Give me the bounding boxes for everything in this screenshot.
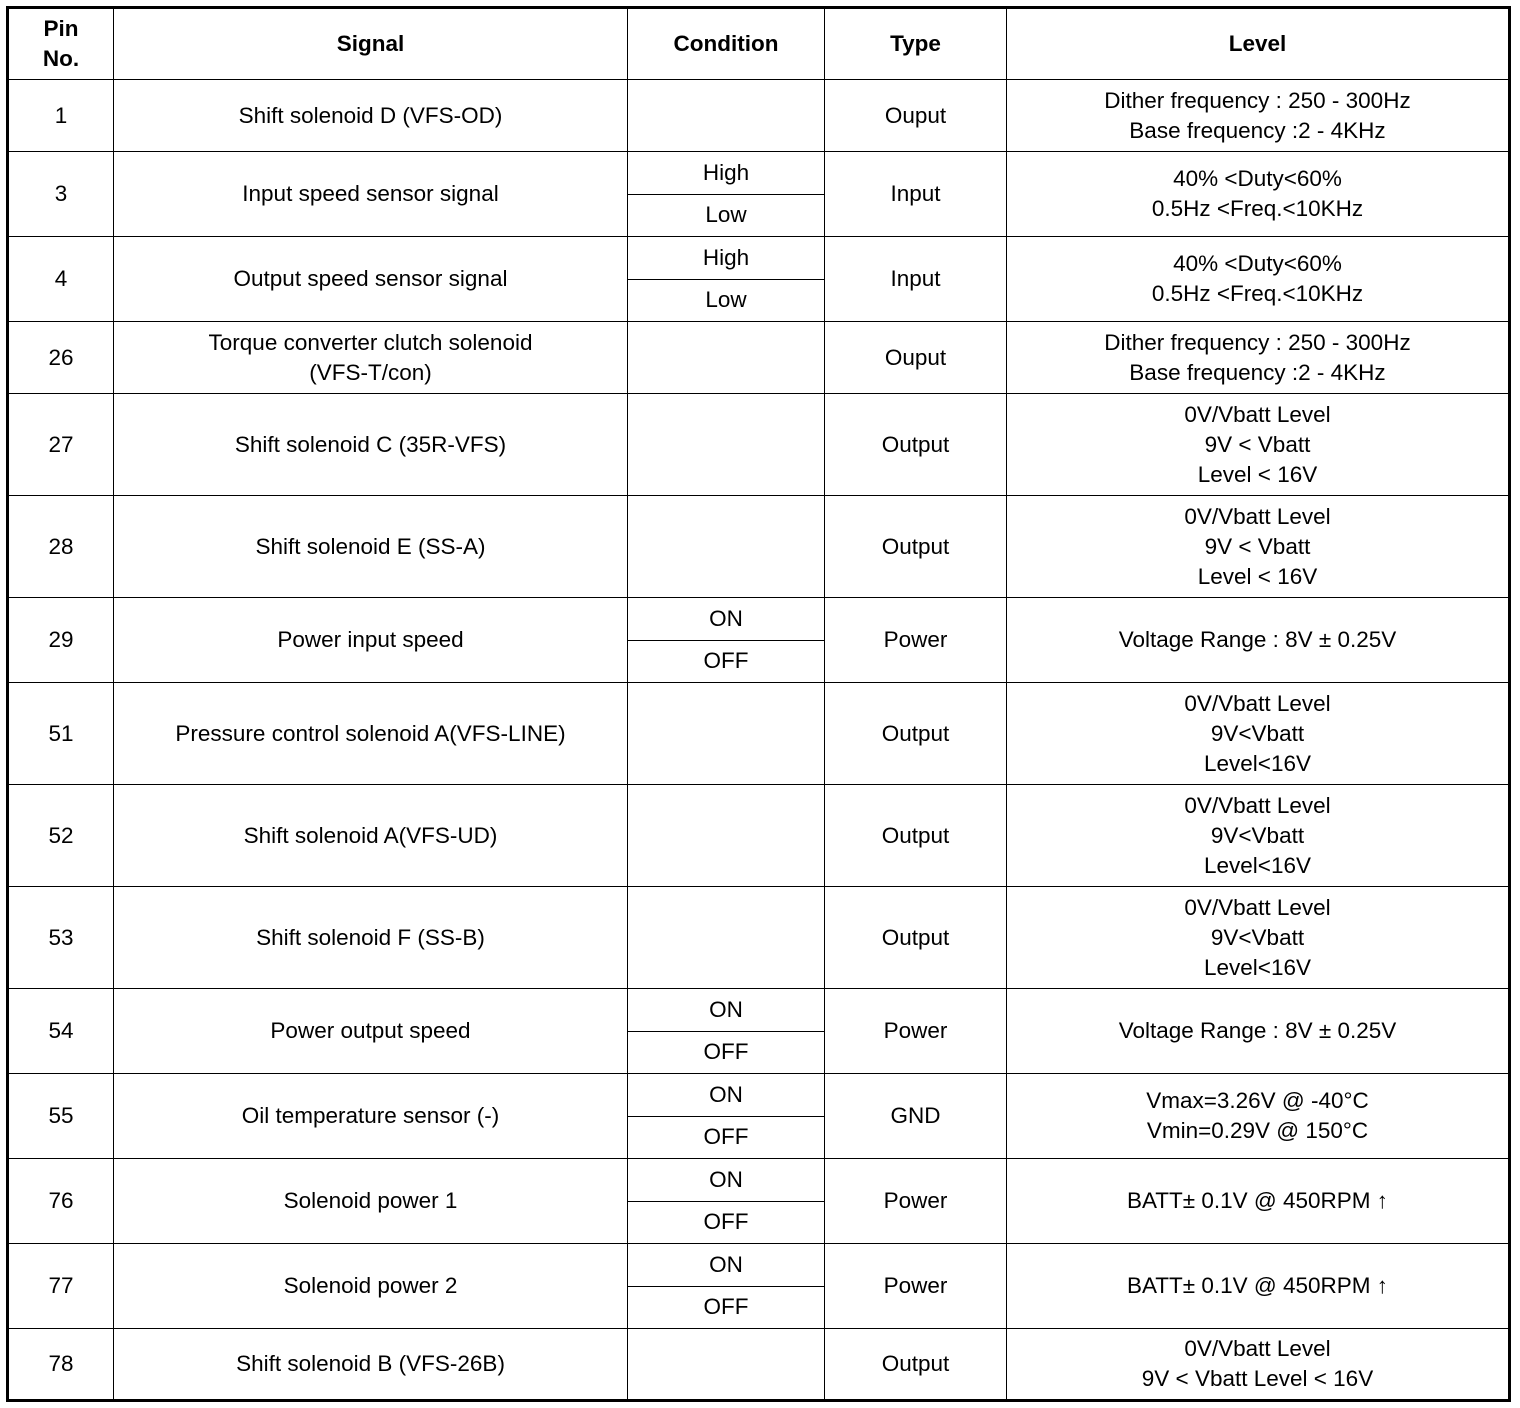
- table-row: [8, 1159, 1510, 1202]
- pin-number: 1: [8, 80, 114, 152]
- type-cell: Output: [825, 887, 1007, 989]
- table-row: [8, 394, 1510, 496]
- type-cell: GND: [825, 1074, 1007, 1159]
- pin-number: 54: [8, 989, 114, 1074]
- condition-cell: ON: [628, 598, 825, 641]
- level-line: 9V<Vbatt: [1210, 924, 1305, 950]
- signal-line: Shift solenoid E (SS-A): [255, 533, 486, 559]
- level-line: 0V/Vbatt Level: [1184, 792, 1331, 818]
- type-cell: Input: [825, 237, 1007, 322]
- condition-cell: ON: [628, 989, 825, 1032]
- signal-line: Shift solenoid F (SS-B): [256, 924, 485, 950]
- condition-cell: [628, 887, 825, 989]
- level-cell: [1007, 683, 1510, 785]
- pin-number: 52: [8, 785, 114, 887]
- table-row: [8, 1329, 1510, 1401]
- condition-cell: OFF: [628, 1286, 825, 1329]
- level-cell: [1007, 322, 1510, 394]
- signal-cell: [114, 785, 628, 887]
- level-line: 0V/Vbatt Level: [1184, 1336, 1331, 1361]
- level-line: BATT± 0.1V @ 450RPM ↑: [1126, 1188, 1389, 1213]
- level-cell: [1007, 989, 1510, 1074]
- pin-number: 76: [8, 1159, 114, 1244]
- level-cell: [1007, 496, 1510, 598]
- condition-cell: OFF: [628, 1031, 825, 1074]
- table-body: [8, 80, 1510, 1401]
- pin-number: 55: [8, 1074, 114, 1159]
- level-line: 9V < Vbatt: [1204, 431, 1311, 457]
- condition-cell: [628, 394, 825, 496]
- signal-cell: [114, 1329, 628, 1401]
- condition-cell: High: [628, 152, 825, 195]
- condition-cell: ON: [628, 1159, 825, 1202]
- signal-cell: [114, 496, 628, 598]
- pin-number: 51: [8, 683, 114, 785]
- condition-cell: Low: [628, 194, 825, 237]
- table-row: [8, 785, 1510, 887]
- signal-line: Output speed sensor signal: [233, 266, 508, 291]
- level-line: 0.5Hz <Freq.<10KHz: [1151, 196, 1364, 221]
- level-cell: [1007, 1244, 1510, 1329]
- header-pin-line1: Pin: [43, 16, 79, 41]
- condition-cell: OFF: [628, 1201, 825, 1244]
- signal-line: Torque converter clutch solenoid: [208, 329, 533, 355]
- level-line: Level<16V: [1204, 852, 1311, 878]
- table-row: [8, 683, 1510, 785]
- signal-line: Shift solenoid B (VFS-26B): [236, 1351, 505, 1376]
- level-line: 40% <Duty<60%: [1173, 166, 1342, 191]
- condition-cell: [628, 785, 825, 887]
- condition-cell: ON: [628, 1074, 825, 1117]
- table-row: [8, 1074, 1510, 1117]
- type-cell: Power: [825, 989, 1007, 1074]
- level-line: Vmax=3.26V @ -40°C: [1146, 1088, 1369, 1113]
- signal-cell: [114, 598, 628, 683]
- signal-line: Solenoid power 1: [283, 1188, 458, 1213]
- table-row: [8, 598, 1510, 641]
- pin-number: 4: [8, 237, 114, 322]
- level-line: Level < 16V: [1197, 461, 1318, 487]
- condition-cell: OFF: [628, 640, 825, 683]
- level-line: 0V/Vbatt Level: [1184, 894, 1331, 920]
- signal-line: Oil temperature sensor (-): [241, 1103, 500, 1128]
- level-line: BATT± 0.1V @ 450RPM ↑: [1126, 1273, 1389, 1298]
- signal-line: Power output speed: [270, 1018, 471, 1043]
- signal-line: Shift solenoid A(VFS-UD): [243, 822, 498, 848]
- type-cell: Output: [825, 496, 1007, 598]
- level-line: 0V/Vbatt Level: [1184, 401, 1331, 427]
- type-cell: Power: [825, 598, 1007, 683]
- signal-line: Solenoid power 2: [283, 1273, 458, 1298]
- signal-cell: [114, 80, 628, 152]
- header-condition: Condition: [628, 8, 825, 80]
- pin-signal-table: [6, 6, 1511, 1402]
- signal-cell: [114, 152, 628, 237]
- table-row: [8, 989, 1510, 1032]
- table-row: [8, 496, 1510, 598]
- table-row: [8, 152, 1510, 195]
- level-cell: [1007, 1329, 1510, 1401]
- level-line: 9V < Vbatt: [1204, 533, 1311, 559]
- pin-number: 53: [8, 887, 114, 989]
- type-cell: Input: [825, 152, 1007, 237]
- level-cell: [1007, 237, 1510, 322]
- level-cell: [1007, 1159, 1510, 1244]
- level-cell: [1007, 394, 1510, 496]
- signal-line: Input speed sensor signal: [242, 181, 499, 206]
- level-line: 9V<Vbatt: [1210, 822, 1305, 848]
- level-line: 0.5Hz <Freq.<10KHz: [1151, 281, 1364, 306]
- condition-cell: [628, 683, 825, 785]
- level-line: Vmin=0.29V @ 150°C: [1146, 1118, 1369, 1143]
- header-pin-no: [8, 8, 114, 80]
- level-cell: [1007, 1074, 1510, 1159]
- table-row: [8, 237, 1510, 280]
- condition-cell: [628, 322, 825, 394]
- level-line: Voltage Range : 8V ± 0.25V: [1118, 1018, 1397, 1043]
- pin-number: 3: [8, 152, 114, 237]
- signal-cell: [114, 322, 628, 394]
- level-line: Voltage Range : 8V ± 0.25V: [1118, 627, 1397, 652]
- pin-number: 77: [8, 1244, 114, 1329]
- level-line: 9V<Vbatt: [1210, 720, 1305, 746]
- table-row: [8, 887, 1510, 989]
- condition-cell: OFF: [628, 1116, 825, 1159]
- pin-number: 29: [8, 598, 114, 683]
- level-line: Base frequency :2 - 4KHz: [1129, 117, 1386, 143]
- type-cell: Output: [825, 785, 1007, 887]
- signal-cell: [114, 1244, 628, 1329]
- level-cell: [1007, 598, 1510, 683]
- signal-line: Shift solenoid C (35R-VFS): [234, 431, 507, 457]
- signal-cell: [114, 394, 628, 496]
- level-line: Level<16V: [1204, 954, 1311, 980]
- header-type: Type: [825, 8, 1007, 80]
- level-cell: [1007, 80, 1510, 152]
- level-line: 9V < Vbatt Level < 16V: [1141, 1366, 1374, 1391]
- type-cell: Output: [825, 394, 1007, 496]
- level-line: Dither frequency : 250 - 300Hz: [1104, 329, 1411, 355]
- signal-cell: [114, 683, 628, 785]
- table-row: [8, 80, 1510, 152]
- pin-number: 78: [8, 1329, 114, 1401]
- level-line: Level < 16V: [1197, 563, 1318, 589]
- signal-line: Power input speed: [277, 627, 464, 652]
- signal-cell: [114, 887, 628, 989]
- header-row: [8, 8, 1510, 80]
- type-cell: Output: [825, 683, 1007, 785]
- type-cell: Ouput: [825, 322, 1007, 394]
- level-cell: [1007, 785, 1510, 887]
- header-signal: Signal: [114, 8, 628, 80]
- condition-cell: [628, 1329, 825, 1401]
- header-level: Level: [1007, 8, 1510, 80]
- level-line: Dither frequency : 250 - 300Hz: [1104, 87, 1411, 113]
- pin-number: 26: [8, 322, 114, 394]
- level-line: Base frequency :2 - 4KHz: [1129, 359, 1386, 385]
- level-line: 0V/Vbatt Level: [1184, 690, 1331, 716]
- signal-cell: [114, 237, 628, 322]
- signal-line: Pressure control solenoid A(VFS-LINE): [175, 720, 566, 746]
- level-line: 0V/Vbatt Level: [1184, 503, 1331, 529]
- pin-number: 27: [8, 394, 114, 496]
- signal-cell: [114, 1074, 628, 1159]
- type-cell: Output: [825, 1329, 1007, 1401]
- condition-cell: [628, 496, 825, 598]
- signal-cell: [114, 1159, 628, 1244]
- level-line: 40% <Duty<60%: [1173, 251, 1342, 276]
- table-row: [8, 1244, 1510, 1287]
- header-pin-line2: No.: [42, 46, 80, 71]
- condition-cell: ON: [628, 1244, 825, 1287]
- type-cell: Power: [825, 1159, 1007, 1244]
- signal-line: Shift solenoid D (VFS-OD): [238, 102, 503, 128]
- condition-cell: Low: [628, 279, 825, 322]
- level-cell: [1007, 887, 1510, 989]
- type-cell: Power: [825, 1244, 1007, 1329]
- condition-cell: [628, 80, 825, 152]
- condition-cell: High: [628, 237, 825, 280]
- signal-line: (VFS-T/con): [309, 359, 432, 385]
- table-row: [8, 322, 1510, 394]
- level-cell: [1007, 152, 1510, 237]
- level-line: Level<16V: [1204, 750, 1311, 776]
- signal-cell: [114, 989, 628, 1074]
- type-cell: Ouput: [825, 80, 1007, 152]
- pin-number: 28: [8, 496, 114, 598]
